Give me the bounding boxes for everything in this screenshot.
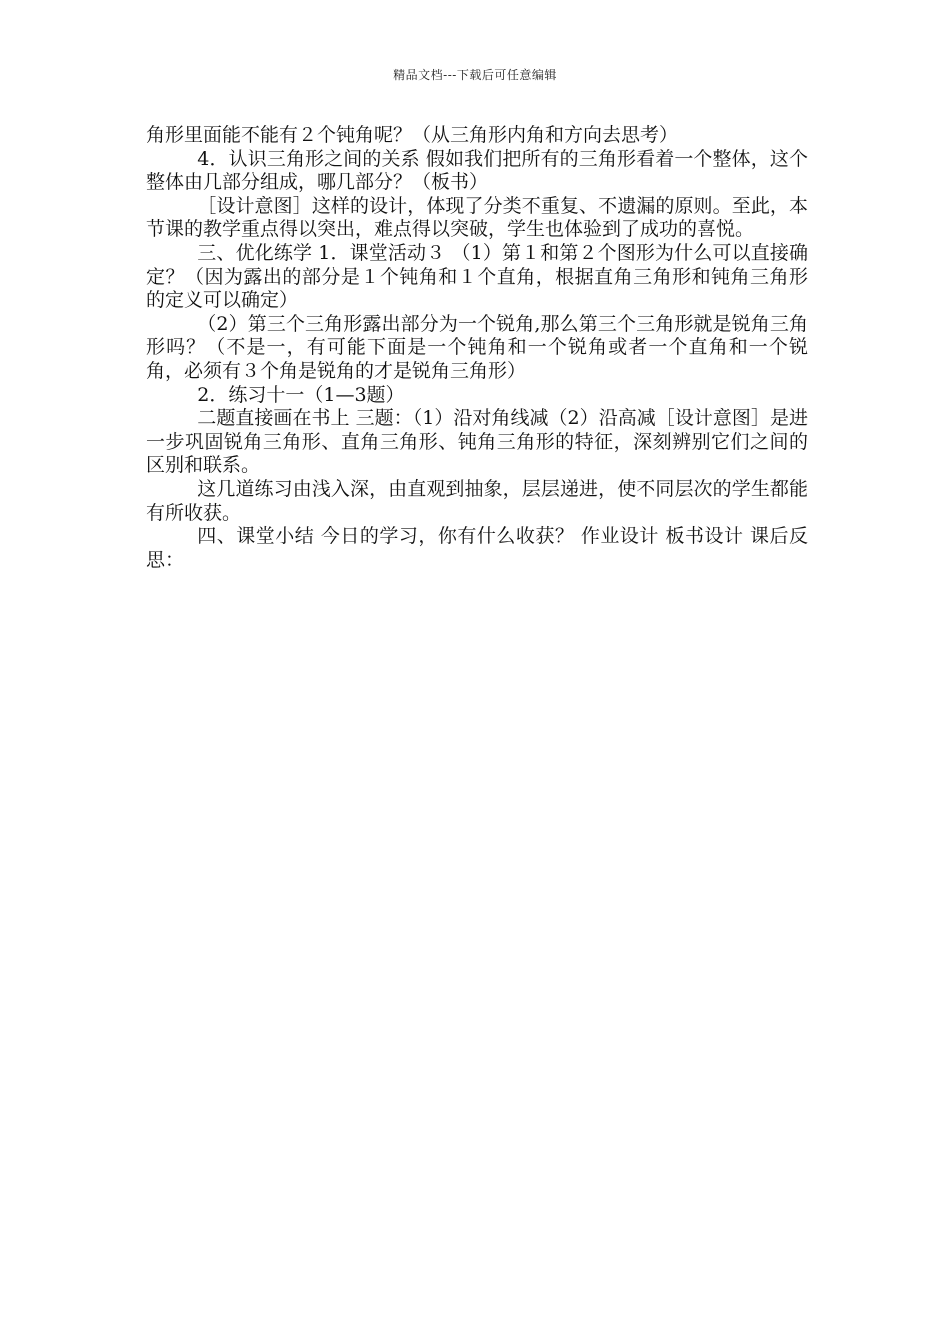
- paragraph-1: 角形里面能不能有２个钝角呢？（从三角形内角和方向去思考）: [146, 124, 679, 146]
- paragraph-5: （2）第三个三角形露出部分为一个锐角,那么第三个三角形就是锐角三角形吗？（不是一，有可能下面是一个钝角和一个锐角或者一个直角和一个锐角，必须有３个角是锐角的才是锐角三角形）: [146, 312, 808, 382]
- paragraph-6: 2．练习十一（1—3题）: [197, 383, 405, 406]
- paragraph-2: 4．认识三角形之间的关系 假如我们把所有的三角形看着一个整体，这个整体由几部分组成，哪几部分？（板书）: [146, 147, 808, 194]
- page-header: 精品文档---下载后可任意编辑: [393, 68, 557, 82]
- paragraph-7: 二题直接画在书上 三题：（1）沿对角线减（2）沿高减［设计意图］是进一步巩固锐角三角形、直角三角形、钝角三角形的特征，深刻辨别它们之间的区别和联系。: [146, 407, 808, 477]
- paragraph-9: 四、课堂小结 今日的学习，你有什么收获？ 作业设计 板书设计 课后反思：: [146, 525, 808, 571]
- paragraph-8: 这几道练习由浅入深，由直观到抽象，层层递进，使不同层次的学生都能有所收获。: [146, 477, 808, 524]
- document-body: [146, 124, 808, 572]
- paragraph-4: 三、优化练学 1．课堂活动３ （1）第１和第２个图形为什么可以直接确定？（因为露出的部分是１个钝角和１个直角，根据直角三角形和钝角三角形的定义可以确定）: [146, 241, 808, 312]
- paragraph-3: ［设计意图］这样的设计，体现了分类不重复、不遗漏的原则。至此，本节课的教学重点得以突出，难点得以突破，学生也体验到了成功的喜悦。: [146, 194, 808, 241]
